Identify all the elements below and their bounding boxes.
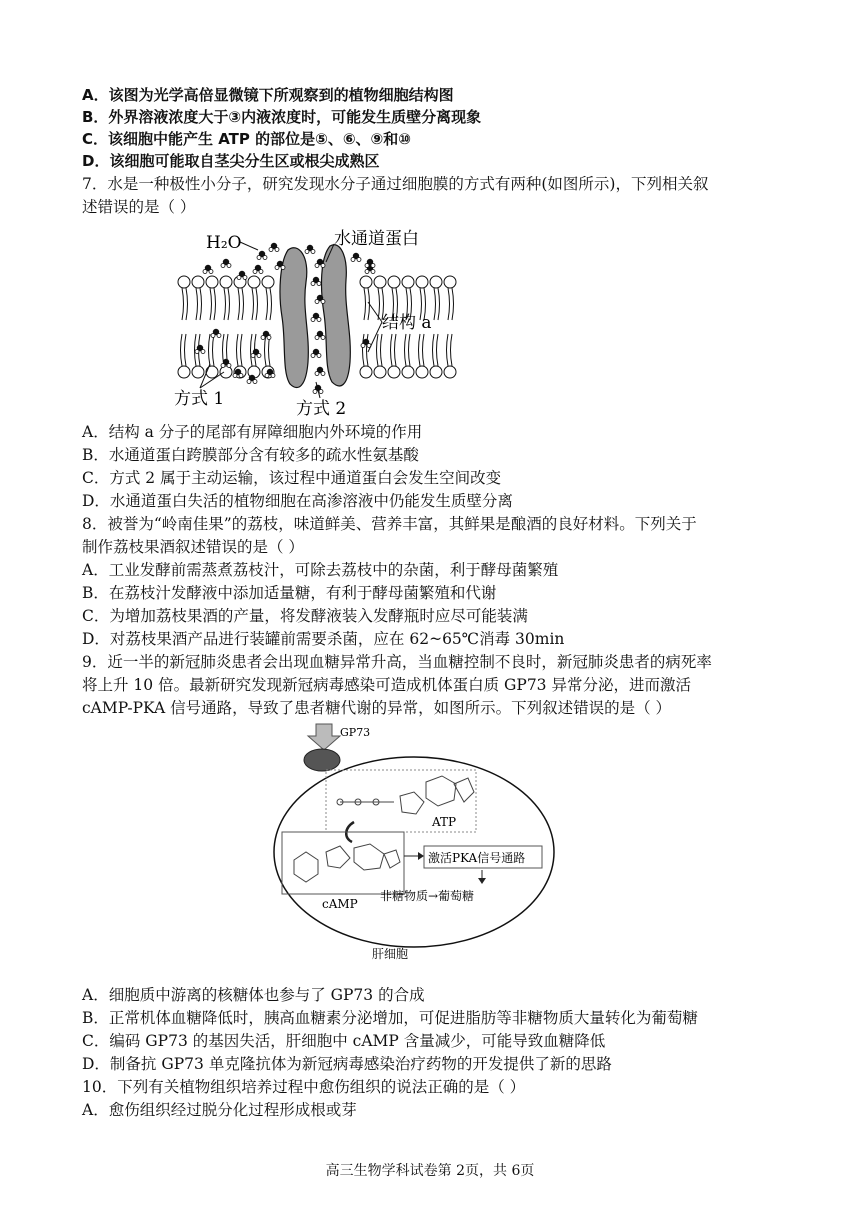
label-h2o: H₂O — [206, 233, 242, 253]
q7-option-a: A．结构 a 分子的尾部有屏障细胞内外环境的作用 — [82, 423, 423, 441]
q6-option-c: C．该细胞中能产生 ATP 的部位是⑤、⑥、⑨和⑩ — [82, 130, 411, 148]
aquaporin-right-half — [322, 245, 351, 386]
q9-option-d: D．制备抗 GP73 单克隆抗体为新冠病毒感染治疗药物的开发提供了新的思路 — [82, 1055, 612, 1073]
label-structure-a: 结构 a — [382, 313, 432, 333]
receptor-icon — [304, 749, 340, 771]
q8-option-a: A．工业发酵前需蒸煮荔枝汁，可除去荔枝中的杂菌，利于酵母菌繁殖 — [82, 561, 559, 579]
label-camp: cAMP — [322, 897, 358, 911]
q9-stem-line3: cAMP-PKA 信号通路，导致了患者糖代谢的异常，如图所示。下列叙述错误的是（ ） — [82, 699, 671, 717]
label-pka: 激活PKA信号通路 — [428, 851, 526, 865]
q9-option-c: C．编码 GP73 的基因失活，肝细胞中 cAMP 含量减少，可能导致血糖降低 — [82, 1032, 606, 1050]
q10-stem: 10．下列有关植物组织培养过程中愈伤组织的说法正确的是（ ） — [82, 1078, 526, 1096]
q9-stem-line1: 9．近一半的新冠肺炎患者会出现血糖异常升高，当血糖控制不良时，新冠肺炎患者的病死率 — [82, 653, 712, 671]
gp73-arrow-icon — [308, 724, 340, 750]
q10-option-a: A．愈伤组织经过脱分化过程形成根或芽 — [82, 1101, 357, 1119]
q8-option-d: D．对荔枝果酒产品进行装罐前需要杀菌，应在 62~65℃消毒 30min — [82, 630, 565, 648]
label-mode-1: 方式 1 — [174, 389, 225, 409]
q6-option-a: A．该图为光学高倍显微镜下所观察到的植物细胞结构图 — [82, 86, 454, 104]
label-gp73: GP73 — [340, 726, 371, 739]
label-mode-2: 方式 2 — [296, 399, 347, 419]
label-nonsugar-to-glucose: 非糖物质→葡萄糖 — [380, 889, 475, 903]
label-aquaporin: 水通道蛋白 — [334, 229, 419, 249]
q9-liver-cell-figure — [260, 720, 560, 970]
label-liver-cell: 肝细胞 — [372, 947, 409, 961]
camp-structure-icon — [294, 844, 400, 882]
page-footer: 高三生物学科试卷第 2页，共 6页 — [325, 1163, 535, 1179]
q8-option-b: B．在荔枝汁发酵液中添加适量糖，有利于酵母菌繁殖和代谢 — [82, 584, 497, 602]
q7-stem-line2: 述错误的是（ ） — [82, 198, 196, 216]
label-atp: ATP — [432, 815, 457, 829]
q9-option-a: A．细胞质中游离的核糖体也参与了 GP73 的合成 — [82, 986, 425, 1004]
q7-option-b: B．水通道蛋白跨膜部分含有较多的疏水性氨基酸 — [82, 446, 419, 464]
q9-stem-line2: 将上升 10 倍。最新研究发现新冠病毒感染可造成机体蛋白质 GP73 异常分泌，进而激活 — [82, 676, 691, 694]
q8-stem-line1: 8．被誉为“岭南佳果”的荔枝，味道鲜美、营养丰富，其鲜果是酿酒的良好材料。下列关于 — [82, 515, 697, 533]
q9-option-b: B．正常机体血糖降低时，胰高血糖素分泌增加，可促进脂肪等非糖物质大量转化为葡萄糖 — [82, 1009, 698, 1027]
q7-option-c: C．方式 2 属于主动运输，该过程中通道蛋白会发生空间改变 — [82, 469, 502, 487]
q7-option-d: D．水通道蛋白失活的植物细胞在高渗溶液中仍能发生质壁分离 — [82, 492, 513, 510]
q7-membrane-figure — [170, 222, 470, 422]
q6-option-d: D．该细胞可能取自茎尖分生区或根尖成熟区 — [82, 152, 380, 170]
atp-structure-icon — [337, 776, 474, 814]
q8-option-c: C．为增加荔枝果酒的产量，将发酵液装入发酵瓶时应尽可能装满 — [82, 607, 528, 625]
camp-box — [282, 832, 404, 894]
q6-option-b: B．外界溶液浓度大于③内液浓度时，可能发生质壁分离现象 — [82, 108, 482, 126]
q8-stem-line2: 制作荔枝果酒叙述错误的是（ ） — [82, 538, 304, 556]
q7-stem-line1: 7．水是一种极性小分子，研究发现水分子通过细胞膜的方式有两种(如图所示)，下列相关叙 — [82, 175, 709, 193]
